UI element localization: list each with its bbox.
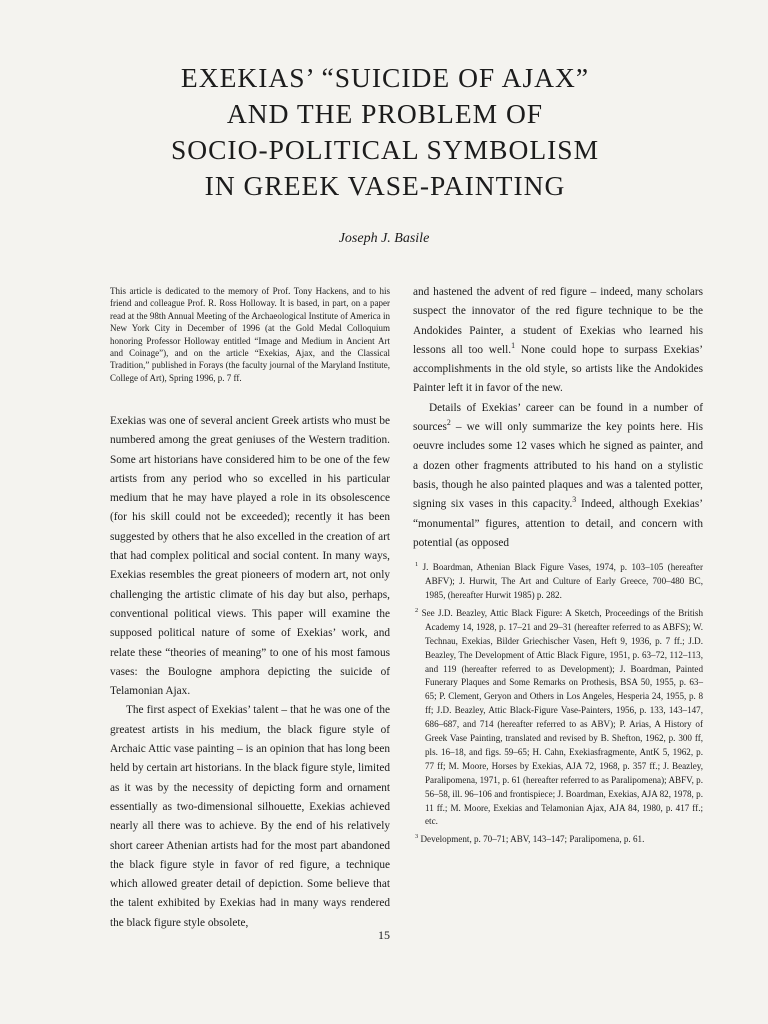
footnote [413,833,703,847]
footnote [413,607,703,830]
footnote-text: Development, p. 70–71; ABV, 143–147; Paralipomena, p. 61. [420,834,645,845]
footnote-ref: 1 [511,341,516,351]
footnote-number: 1 [415,561,419,569]
title-line: EXEKIAS’ “SUICIDE OF AJAX” [180,62,590,93]
text-run: – we will only summarize the key points here. His oeuvre includes some 12 vases which he signed as painter, and a dozen other fragments attributed to his hand on a stylistic basis, though he also painted plaques and was a talented potter, signing six vases in this capacity. [413,421,703,511]
right-column [413,283,703,851]
text-run: and hastened the advent of red figure – indeed, many scholars suspect the innovator of the red figure technique to be the Andokides Painter, a student of Exekias who learned his lessons all too well. [413,286,703,356]
body-paragraph: Exekias was one of several ancient Greek artists who must be numbered among the great geniuses of the Western tradition. Some art historians have considered him to be one of the few artists from any period who so excelled in his particular medium that he may have played a role in its obsolescence (for his skill could not be exceeded); recently it has been suggested by others that he also excelled in the creation of art that had complex political and social content. In many ways, Exekias resembles the great pioneers of modern art, not only challenging the artistic climate of his day but also, perhaps, conventional political views. This paper will examine the supposed political nature of some of Exekias’ work, and relate these “theories of meaning” to one of his most famous vases: the Boulogne amphora depicting the suicide of Telamonian Ajax. [110,415,390,698]
footnote-ref: 2 [446,418,451,428]
title-line: SOCIO-POLITICAL SYMBOLISM [170,134,600,165]
left-column [110,285,390,929]
text-run: None could hope to surpass Exekias’ accomplishments in the old style, so artists like the Andokides Painter left it in favor of the new. [413,343,703,395]
body-paragraph: The first aspect of Exekias’ talent – that he was one of the greatest artists in his medium, the black figure style of Archaic Attic vase painting – is an opinion that has long been held by certain art historians. In the black figure style, limited as it was by the necessity of depicting form and ornament essentially as two-dimensional silhouette, Exekias achieved nearly all there was to achieve. By the end of his relatively short career Athenian artists had for the most part abandoned the black figure style in favor of red figure, a technique which allowed greater detail of depiction. Some believe that the talent exhibited by Exekias had in many ways rendered the black figure style obsolete, [110,704,390,929]
footnotes [413,561,703,847]
text-run: Details of Exekias’ career can be found in a number of sources [413,401,703,434]
text-run: Indeed, although Exekias’ “monumental” figures, attention to detail, and concern with potential (as opposed [413,498,703,549]
page-number: 15 [378,928,390,942]
footnote-number: 3 [415,833,419,841]
title-line: AND THE PROBLEM OF [226,98,544,129]
article-title [90,60,680,204]
title-line: IN GREEK VASE-PAINTING [204,170,566,201]
dedication-note: This article is dedicated to the memory of Prof. Tony Hackens, and to his friend and colleague Prof. R. Ross Holloway. It is based, in part, on a paper read at the 98th Annual Meeting of the Archaeological Institute of America in New York City in December of 1996 (at the Gold Medal Colloquium honoring Professor Holloway entitled “Image and Medium in Ancient Art and Coinage”), and on the article “Exekias, Ajax, and the Classical Tradition,” published in Forays (the faculty journal of the Maryland Institute, College of Art), Spring 1996, p. 7 ff. [110,286,390,383]
footnote-ref: 3 [572,495,577,505]
body-paragraph [413,399,703,553]
footnote [413,561,703,603]
footnote-text: J. Boardman, Athenian Black Figure Vases, 1974, p. 103–105 (hereafter ABFV); J. Hurwit, The Art and Culture of Early Greece, 700–480 BC, 1985, (hereafter Hurwit 1985) p. 282. [422,562,703,600]
author-name: Joseph J. Basile [338,231,430,246]
body-paragraph [413,283,703,399]
footnote-number: 2 [415,606,419,614]
footnote-text: See J.D. Beazley, Attic Black Figure: A Sketch, Proceedings of the British Academy 14, 1928, p. 17–21 and 29–31 (hereafter referred to as ABFS); W. Technau, Exekias, Bilder Griechischer Vasen, Heft 9, 1936, p. 7 ff.; J.D. Beazley, The Development of Attic Black Figure, 1951, p. 63–72, 112–113, and 119 (hereafter referred to as Development); J. Boardman, Painted Funerary Plaques and Some Remarks on Prothesis, BSA 50, 1955, p. 63–65; P. Clement, Geryon and Others in Los Angeles, Hesperia 24, 1955, p. 8 ff; J.D. Beazley, Attic Black-Figure Vase-Painters, 1956, p. 133, 143–147, 686–687, and 714 (hereafter referred to as ABV); P. Arias, A History of Greek Vase Painting, translated and revised by B. Shefton, 1962, p. 300 ff, pls. 16–18, and figs. 59–65; H. Cahn, Exekiasfragmente, AntK 5, 1962, p. 77 ff; M. Moore, Horses by Exekias, AJA 72, 1968, p. 357 ff.; J. Beazley, Paralipomena, 1971, p. 61 (hereafter referred to as Paralipomena); ABFV, p. 56–58, ill. 96–106 and frontispiece; J. Boardman, Exekias, AJA 82, 1978, p. 11 ff.; M. Moore, Exekias and Telamonian Ajax, AJA 84, 1980, p. 417 ff.; etc. [421,607,703,827]
left-body [110,412,390,933]
